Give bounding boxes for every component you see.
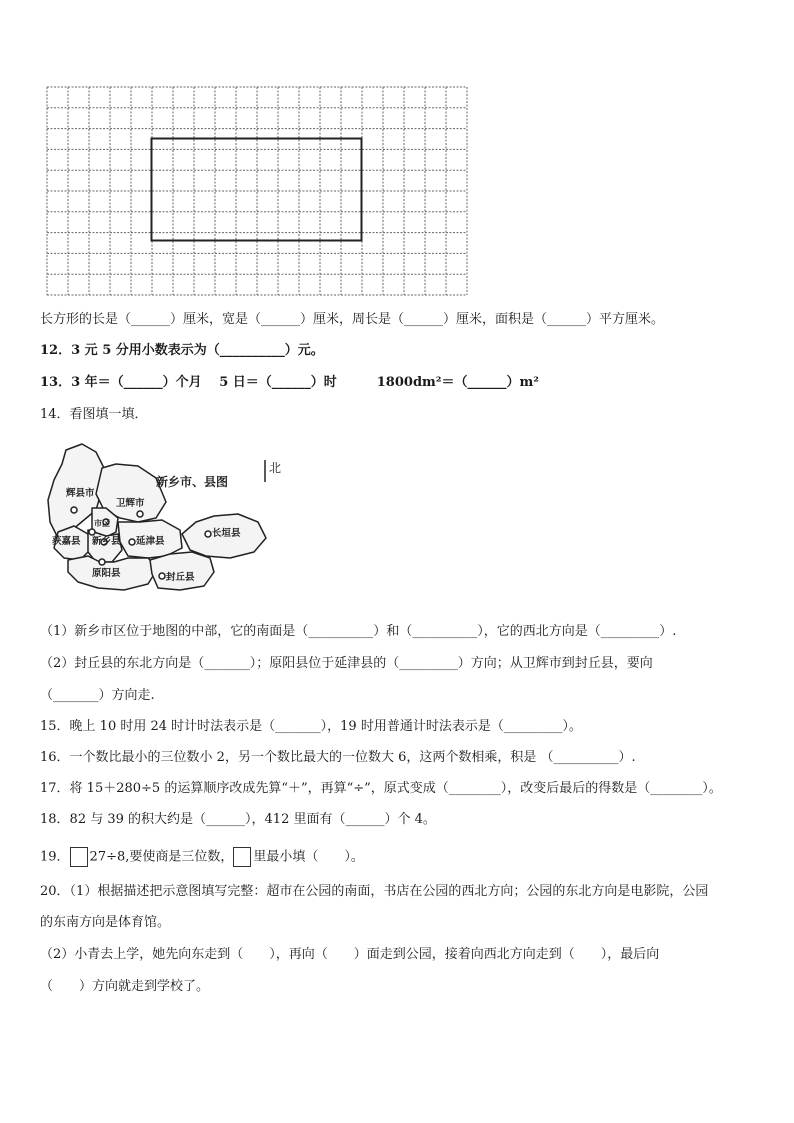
blank-box-2 <box>233 847 251 867</box>
label-changyuan: 长垣县 <box>212 528 241 539</box>
label-weihui: 卫辉市 <box>116 498 145 509</box>
question-20-part1: 20．（1）根据描述把示意图填写完整：超市在公园的南面，书店在公园的西北方向；公园的东北方向是电影院，公园 <box>40 884 709 899</box>
city-dot-huixian <box>71 507 77 513</box>
city-dot-weihui <box>137 511 143 517</box>
question-12: 12．3 元 5 分用小数表示为（__________）元。 <box>40 343 324 358</box>
question-20-part2: （2）小青去上学，她先向东走到（ ），再向（ ）面走到公园，接着向西北方向走到（ ），最后向 <box>40 947 660 962</box>
grid-lines <box>47 87 467 295</box>
question-rectangle: 长方形的长是（______）厘米，宽是（______）厘米，周长是（______）厘米，面积是（______）平方厘米。 <box>40 312 665 327</box>
city-dot-fengqiu <box>159 573 165 579</box>
label-xinxiang: 新乡县 <box>92 536 121 547</box>
city-dot-yuanyang <box>99 559 105 565</box>
city-dot-changyuan <box>205 531 211 537</box>
label-huixian: 辉县市 <box>66 488 95 499</box>
question-14-part1: （1）新乡市区位于地图的中部，它的南面是（__________）和（__________），它的西北方向是（_________）. <box>40 624 677 639</box>
question-20-part1-cont: 的东南方向是体育馆。 <box>40 915 171 930</box>
region-fengqiu <box>150 552 214 590</box>
question-13: 13．3 年＝（______）个月 5 日＝（______）时 1800dm²＝（______）m² <box>40 375 539 390</box>
city-dot-huojia <box>89 529 95 535</box>
label-yanjin: 延津县 <box>136 536 165 547</box>
label-fengqiu: 封丘县 <box>166 572 195 583</box>
label-shiqu: 市区 <box>94 519 110 528</box>
label-yuanyang: 原阳县 <box>92 568 121 579</box>
map-title: 新乡市、县图 <box>156 475 229 489</box>
city-dot-yanjin <box>129 539 135 545</box>
region-map <box>44 438 284 594</box>
question-20-part2-cont: （ ）方向就走到学校了。 <box>40 979 210 994</box>
question-19: 19． 27÷8,要使商是三位数， 里最小填（ ）。 <box>40 847 364 867</box>
blank-box-1 <box>70 847 88 867</box>
question-14-part2-cont: （_______）方向走. <box>40 688 155 703</box>
question-14: 14．看图填一填． <box>40 407 148 422</box>
question-13-area: 1800dm²＝（______）m² <box>376 375 539 390</box>
question-18: 18．82 与 39 的积大约是（______），412 里面有（______）个 4。 <box>40 812 436 827</box>
question-14-part2: （2）封丘县的东北方向是（_______）；原阳县位于延津县的（_________）方向；从卫辉市到封丘县，要向 <box>40 656 653 671</box>
question-16: 16．一个数比最小的三位数小 2，另一个数比最大的一位数大 6，这两个数相乘，积是 （__________）. <box>40 750 636 765</box>
north-label: 北 <box>269 461 282 475</box>
label-huojia: 获嘉县 <box>52 536 81 547</box>
question-19-number: 19． <box>40 849 70 865</box>
question-17: 17．将 15＋280÷5 的运算顺序改成先算“＋”，再算“÷”，原式变成（________），改变后最后的得数是（________）。 <box>40 781 722 796</box>
grid-figure <box>46 86 468 296</box>
question-15: 15．晚上 10 时用 24 时计时法表示是（_______），19 时用普通计时法表示是（_________）。 <box>40 719 582 734</box>
